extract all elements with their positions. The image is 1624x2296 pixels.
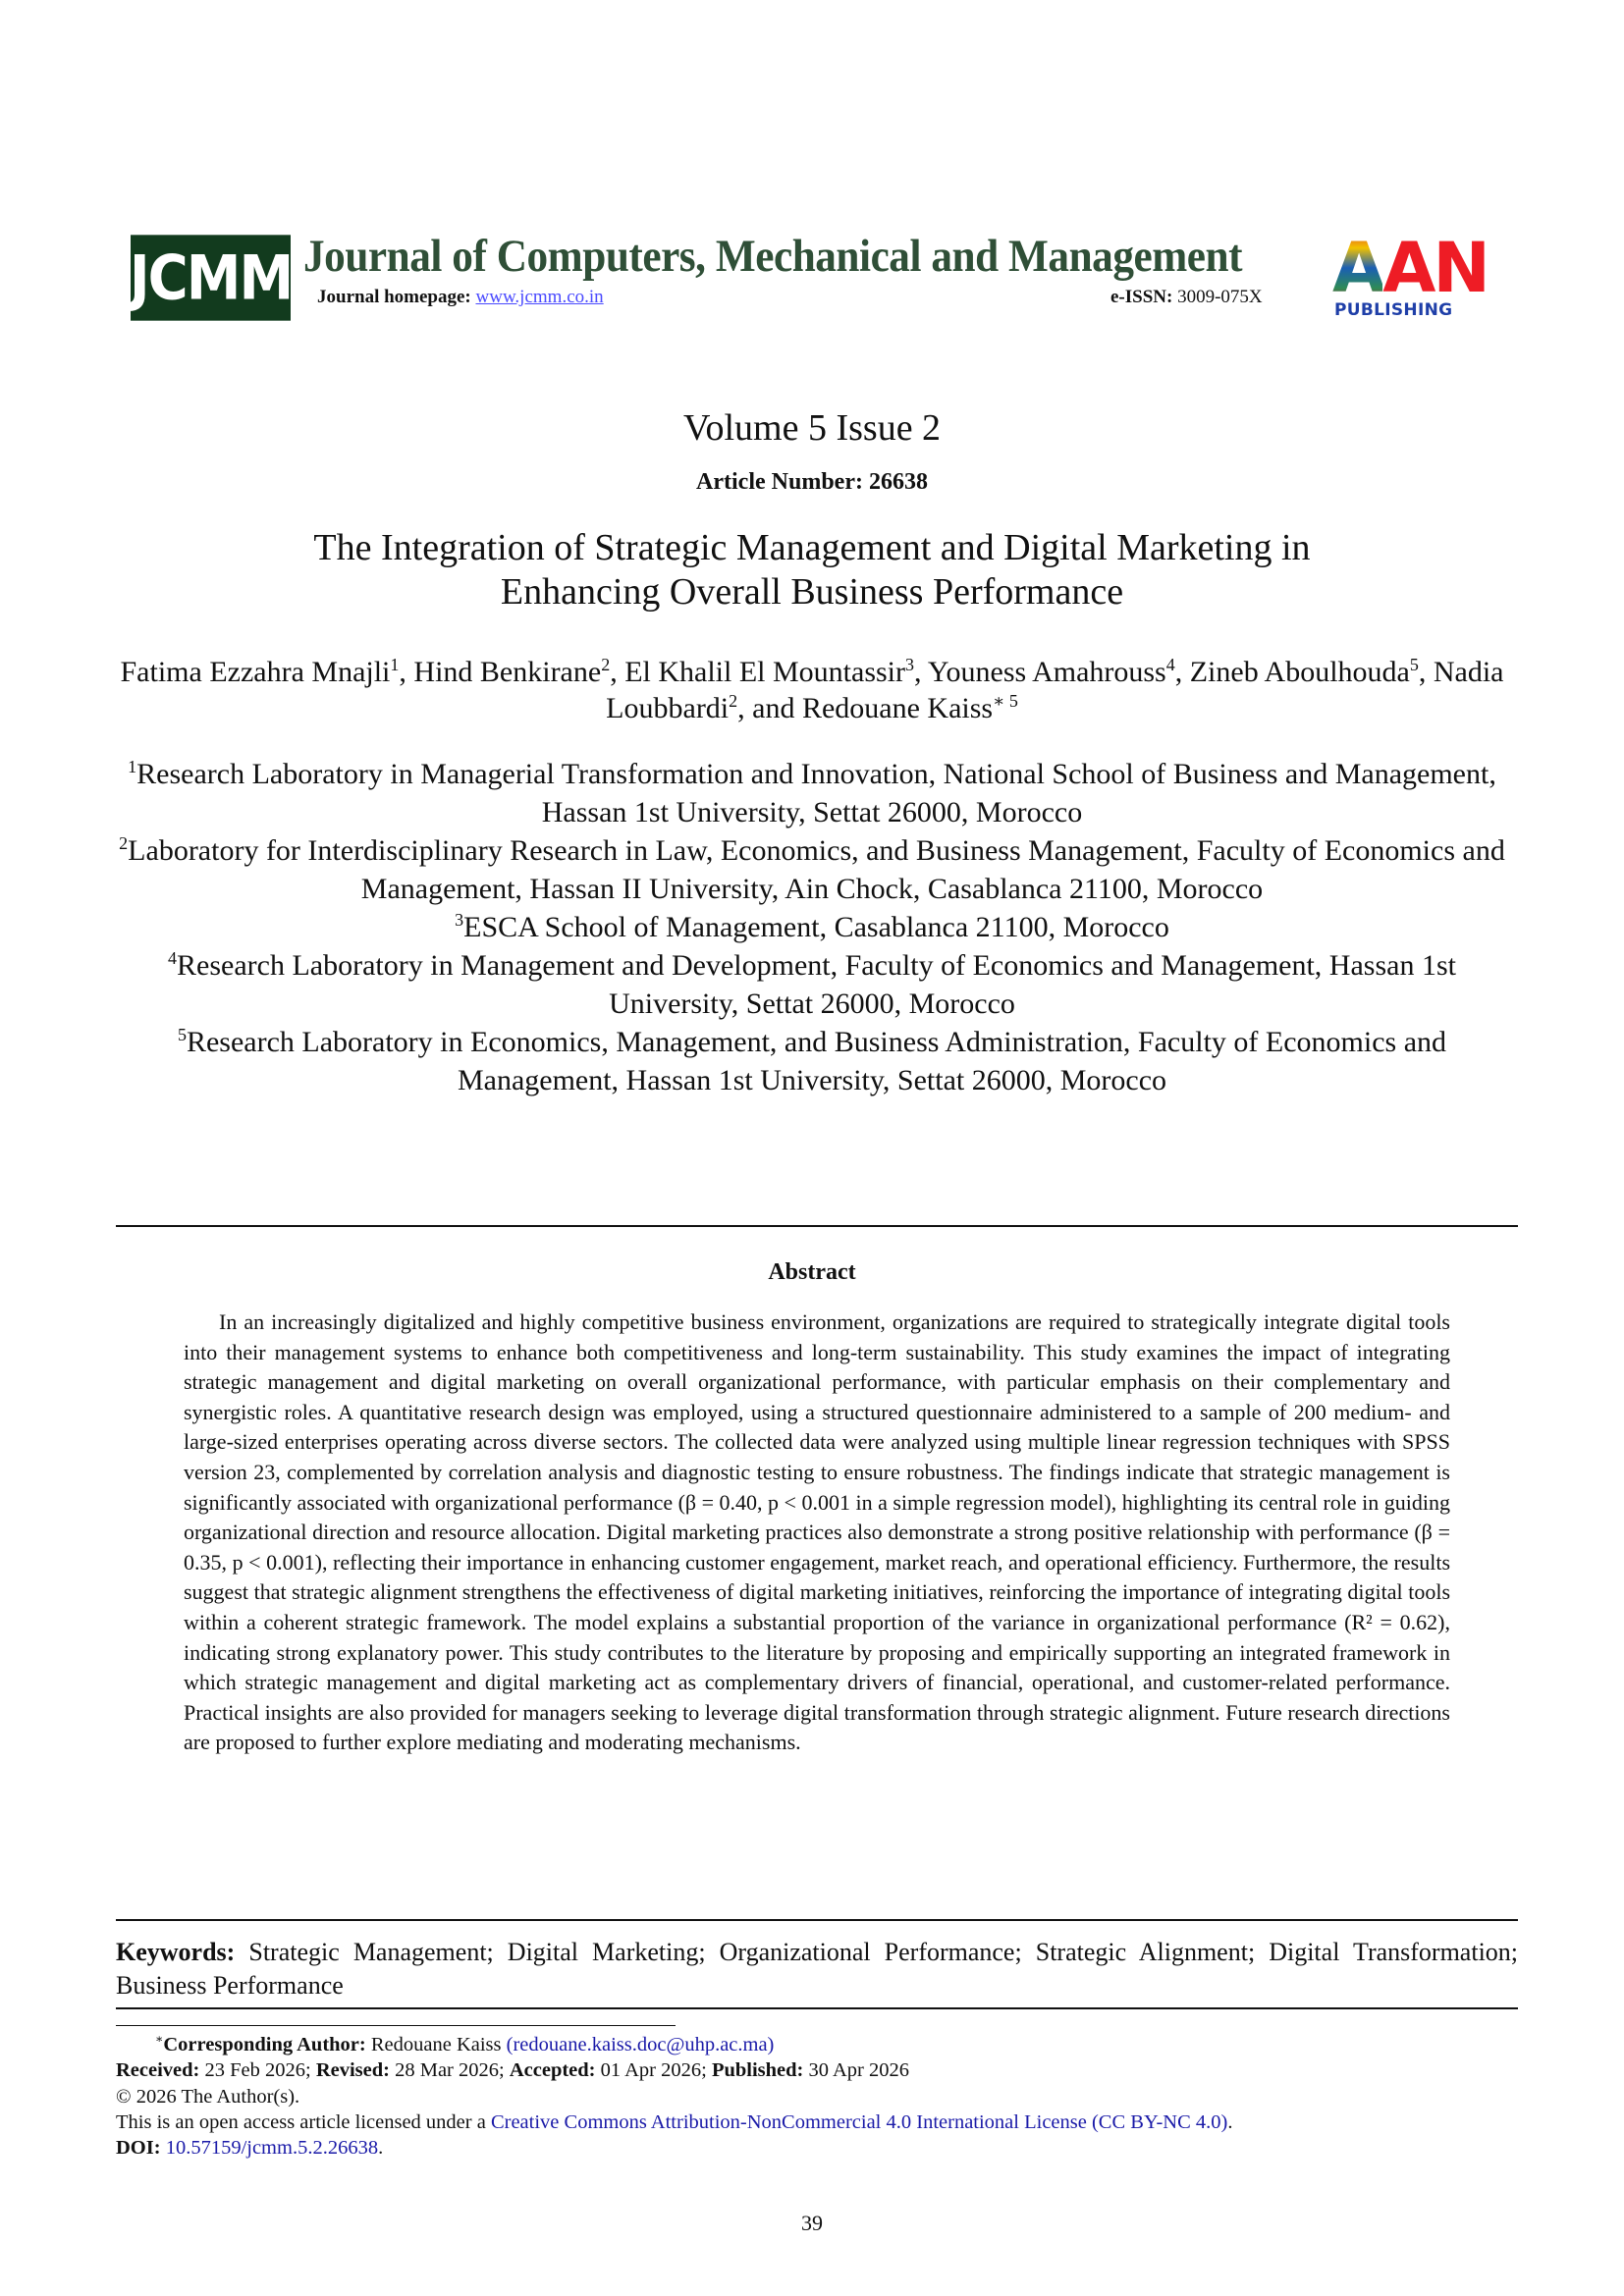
paper-title: The Integration of Strategic Management and Digital Marketing in Enhancing Overall Business Performance: [313, 527, 1311, 613]
keywords-label: Keywords:: [116, 1938, 236, 1966]
aan-publishing-logo: [1332, 228, 1499, 320]
copyright: © 2026 The Author(s).: [116, 2085, 300, 2108]
article-dates: Received: 23 Feb 2026; Revised: 28 Mar 2026; Accepted: 01 Apr 2026; Published: 30 Apr 2026: [116, 2059, 909, 2082]
aan-logo-letters: AAN: [1332, 228, 1488, 308]
article-number: Article Number: 26638: [696, 469, 928, 495]
jcmm-logo: JCMM: [131, 235, 291, 320]
abstract-heading: Abstract: [768, 1259, 856, 1285]
author: Nadia Loubbardi$^2$, and: [606, 656, 1504, 724]
corresponding-author: ∗Corresponding Author: Redouane Kaiss (redouane.kaiss.doc@uhp.ac.ma): [155, 2032, 775, 2056]
divider: [116, 2007, 1518, 2009]
divider: [116, 1225, 1518, 1227]
affiliation: $^1$Research Laboratory in Managerial Transformation and Innovation, National School of Business and Management, Hassan 1st University, Settat 26000, Morocco: [128, 757, 1496, 828]
affiliation-list: [0, 755, 1624, 1099]
affiliation: $^5$Research Laboratory in Economics, Management, and Business Administration, Faculty of Economics and Management, Hassan 1st University, Settat 26000, Morocco: [177, 1025, 1447, 1096]
volume-issue: Volume 5 Issue 2: [682, 407, 942, 449]
affiliation: $^2$Laboratory for Interdisciplinary Research in Law, Economics, and Business Management, Faculty of Economics and Management, Hassan II University, Ain Chock, Casablanca 21100, Morocco: [119, 833, 1505, 905]
license-link[interactable]: Creative Commons Attribution-NonCommercial 4.0 International License (CC BY-NC 4.0): [490, 2110, 1228, 2133]
author: Hind Benkirane$^2$,: [413, 655, 625, 688]
footnote-divider: [116, 2025, 676, 2026]
affiliation: $^4$Research Laboratory in Management and Development, Faculty of Economics and Management, Hassan 1st University, Settat 26000, Morocco: [168, 948, 1456, 1020]
doi: DOI: 10.57159/jcmm.5.2.26638.: [116, 2137, 384, 2160]
abstract-text: In an increasingly digitalized and highly competitive business environment, organizations are required to strategically integrate digital tools into their management systems to enhance both competitiveness and long-term sustainability. This study examines the impact of integrating strategic management and digital marketing on overall organizational performance, with particular emphasis on their complementary and synergistic roles. A quantitative research design was employed, using a structured questionnaire administered to a sample of 200 medium- and large-sized enterprises operating across diverse sectors. The collected data were analyzed using multiple linear regression techniques with SPSS version 23, complemented by correlation analysis and diagnostic testing to ensure robustness. The findings indicate that strategic management is significantly associated with organizational performance (β = 0.40, p < 0.001 in a simple regression model), highlighting its central role in guiding organizational direction and resource allocation. Digital marketing practices also demonstrate a strong positive relationship with performance (β = 0.35, p < 0.001), reflecting their importance in enhancing customer engagement, market reach, and operational efficiency. Furthermore, the results suggest that strategic alignment strengthens the effectiveness of digital marketing initiatives, reinforcing the importance of integrating digital tools within a coherent strategic framework. The model explains a substantial proportion of the variance in organizational performance (R² = 0.62), indicating strong explanatory power. This study contributes to the literature by proposing and empirically supporting an integrated framework in which strategic management and digital marketing act as complementary drivers of financial, operational, and customer-related performance. Practical insights are also provided for managers seeking to leverage digital transformation through strategic alignment. Future research directions are proposed to further explore mediating and moderating mechanisms.: [184, 1309, 1450, 1755]
license: This is an open access article licensed under a Creative Commons Attribution-NonCommercial 4.0 International License (CC BY-NC 4.0).: [116, 2110, 1233, 2133]
homepage-link[interactable]: www.jcmm.co.in: [475, 287, 604, 307]
doi-link[interactable]: 10.57159/jcmm.5.2.26638: [165, 2137, 379, 2160]
keywords-text: Strategic Management; Digital Marketing; Organizational Performance; Strategic Alignment; Digital Transformation; Business Performance: [116, 1938, 1519, 2000]
corresponding-email-link[interactable]: (redouane.kaiss.doc@uhp.ac.ma): [506, 2034, 775, 2056]
issn-value: 3009-075X: [1177, 287, 1263, 307]
issn: [1110, 287, 1263, 308]
page-number: 39: [801, 2211, 823, 2235]
author: El Khalil El Mountassir$^3$,: [624, 655, 928, 688]
author: Redouane Kaiss$^{∗ 5}$: [801, 691, 1018, 724]
homepage-label: Journal homepage:: [317, 287, 471, 307]
affiliation: $^3$ESCA School of Management, Casablanca 21100, Morocco: [455, 910, 1169, 943]
author: Youness Amahrouss$^4$,: [927, 655, 1190, 688]
author-list: [0, 654, 1624, 726]
journal-homepage: [317, 287, 604, 308]
issn-label: e-ISSN:: [1110, 287, 1173, 307]
journal-title: Journal of Computers, Mechanical and Management: [303, 231, 1243, 282]
keywords: [116, 1936, 1518, 2002]
author: Zineb Aboulhouda$^5$,: [1189, 655, 1434, 688]
aan-logo-subtitle: PUBLISHING: [1334, 300, 1453, 320]
author: Fatima Ezzahra Mnajli$^1$,: [120, 655, 414, 688]
footnotes: [116, 2032, 1530, 2161]
divider: [116, 1919, 1518, 1921]
